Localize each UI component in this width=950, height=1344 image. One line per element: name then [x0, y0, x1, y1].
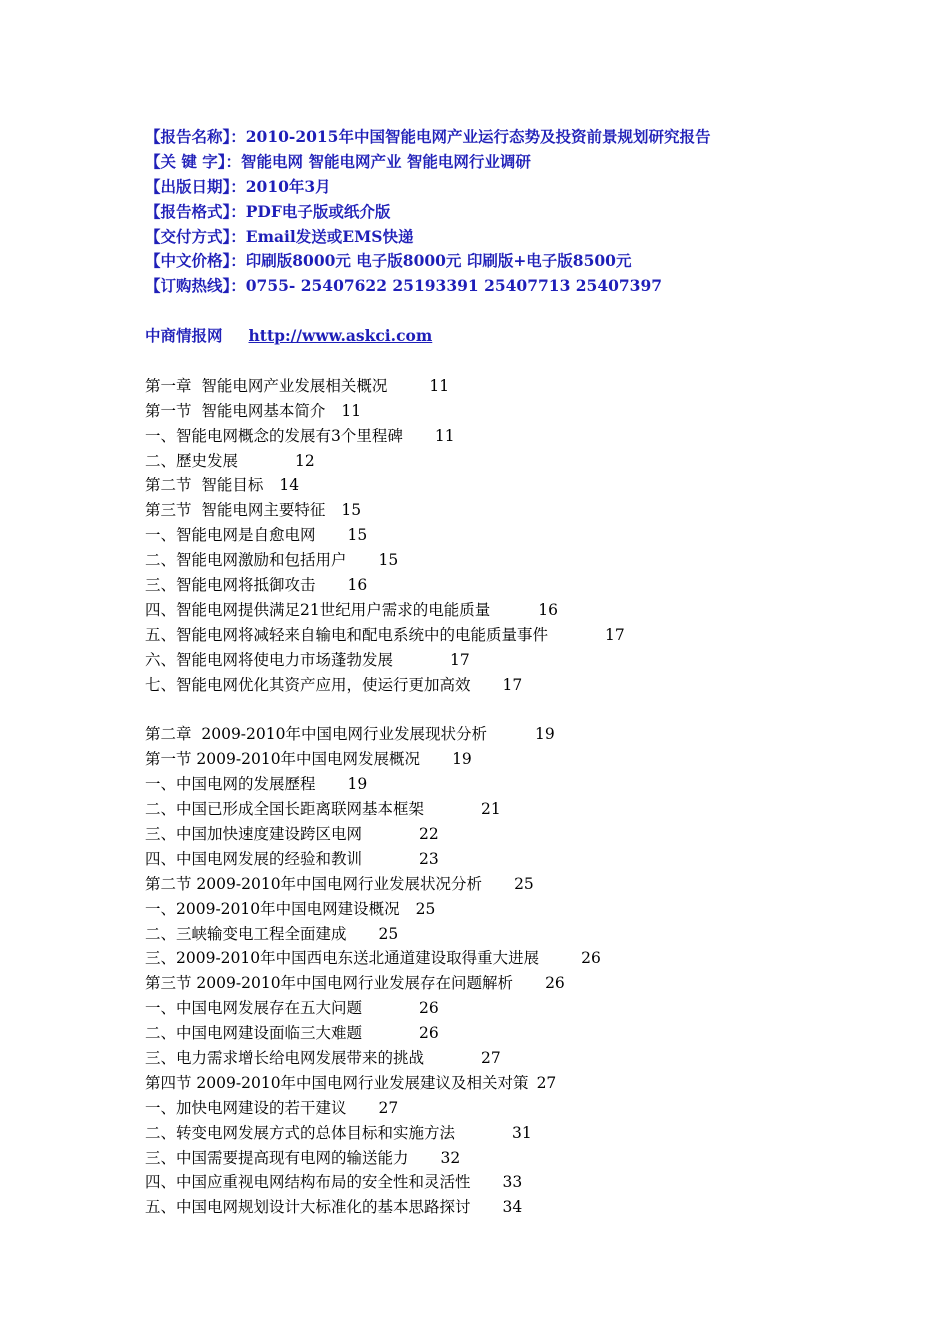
toc-page-number: 19	[452, 750, 472, 769]
toc-page-number: 25	[514, 874, 534, 893]
toc-title: 五、中国电网规划设计大标准化的基本思路探讨	[145, 1198, 471, 1217]
toc-page-number: 19	[347, 775, 368, 794]
site-link[interactable]: http://www.askci.com	[248, 326, 433, 346]
toc-page-number: 16	[538, 600, 558, 619]
toc-page-number: 15	[347, 526, 368, 545]
toc-title: 三、中国需要提高现有电网的输送能力	[145, 1148, 409, 1167]
toc-page-number: 15	[378, 551, 399, 570]
price-info: 【中文价格】：印刷版8000元 电子版8000元 印刷版+电子版8500元	[145, 251, 632, 271]
toc-title: 一、智能电网是自愈电网	[145, 526, 316, 545]
toc-title: 三、电力需求增长给电网发展带来的挑战	[145, 1048, 425, 1067]
toc-page-number: 12	[295, 451, 315, 470]
toc-page-number: 15	[341, 501, 362, 520]
toc-title: 三、2009-2010年中国西电东送北通道建设取得重大进展	[145, 949, 540, 968]
toc-entry	[145, 598, 905, 623]
report-keywords: 【关 键 字】：智能电网 智能电网产业 智能电网行业调研	[145, 151, 531, 171]
delivery-method: 【交付方式】：Email发送或EMS快递	[145, 226, 414, 246]
publish-date: 【出版日期】：2010年3月	[145, 176, 331, 196]
toc-title: 第二节 2009-2010年中国电网行业发展状况分析	[145, 874, 483, 893]
document-page	[145, 125, 905, 1220]
toc-title: 第一节 智能电网基本简介	[145, 401, 326, 420]
toc-title: 第一章 智能电网产业发展相关概况	[145, 376, 388, 395]
toc-page-number: 27	[378, 1098, 399, 1117]
toc-page-number: 19	[535, 725, 555, 744]
toc-entry	[145, 573, 905, 598]
toc-page-number: 32	[440, 1148, 461, 1167]
toc-title: 四、中国应重视电网结构布局的安全性和灵活性	[145, 1173, 471, 1192]
report-format: 【报告格式】：PDF电子版或纸介版	[145, 201, 391, 221]
toc-entry	[145, 822, 905, 847]
toc-entry	[145, 424, 905, 449]
toc-title: 二、三峡输变电工程全面建成	[145, 924, 347, 943]
toc-title: 一、加快电网建设的若干建议	[145, 1098, 347, 1117]
toc-entry	[145, 1121, 905, 1146]
toc-chapter-2	[145, 722, 905, 1220]
toc-entry	[145, 449, 905, 474]
toc-title: 二、歷史发展	[145, 451, 239, 470]
toc-title: 三、中国加快速度建设跨区电网	[145, 824, 363, 843]
toc-page-number: 34	[502, 1198, 523, 1217]
toc-title: 五、智能电网将减轻来自输电和配电系统中的电能质量事件	[145, 625, 549, 644]
report-info-block	[145, 125, 905, 299]
toc-title: 三、智能电网将抵御攻击	[145, 576, 316, 595]
toc-entry	[145, 473, 905, 498]
toc-entry	[145, 399, 905, 424]
toc-title: 四、智能电网提供满足21世纪用户需求的电能质量	[145, 600, 491, 619]
toc-title: 第二章 2009-2010年中国电网行业发展现状分析	[145, 725, 487, 744]
toc-entry	[145, 548, 905, 573]
toc-page-number: 26	[419, 999, 439, 1018]
toc-title: 第二节 智能目标	[145, 476, 264, 495]
toc-title: 二、智能电网激励和包括用户	[145, 551, 347, 570]
toc-entry	[145, 971, 905, 996]
toc-entry	[145, 673, 905, 698]
toc-title: 四、中国电网发展的经验和教训	[145, 849, 363, 868]
toc-title: 二、中国已形成全国长距离联网基本框架	[145, 800, 425, 819]
toc-page-number: 21	[481, 800, 501, 819]
toc-entry	[145, 797, 905, 822]
toc-page-number: 25	[378, 924, 399, 943]
toc-page-number: 17	[450, 650, 470, 669]
site-info	[145, 324, 905, 349]
toc-title: 第三节 2009-2010年中国电网行业发展存在问题解析	[145, 974, 514, 993]
toc-page-number: 17	[502, 675, 523, 694]
toc-page-number: 27	[536, 1073, 557, 1092]
toc-title: 二、中国电网建设面临三大难题	[145, 1024, 363, 1043]
toc-page-number: 27	[481, 1048, 501, 1067]
toc-entry	[145, 922, 905, 947]
toc-title: 一、中国电网的发展歷程	[145, 775, 316, 794]
toc-title: 第三节 智能电网主要特征	[145, 501, 326, 520]
toc-page-number: 14	[279, 476, 300, 495]
toc-page-number: 25	[415, 899, 436, 918]
toc-entry	[145, 1046, 905, 1071]
toc-entry	[145, 872, 905, 897]
toc-title: 七、智能电网优化其资产应用，使运行更加高效	[145, 675, 471, 694]
toc-page-number: 11	[429, 376, 450, 395]
toc-title: 第一节 2009-2010年中国电网发展概况	[145, 750, 421, 769]
toc-entry	[145, 1146, 905, 1171]
toc-entry	[145, 1170, 905, 1195]
toc-entry	[145, 374, 905, 399]
order-hotline: 【订购热线】：0755- 25407622 25193391 25407713 25407397	[145, 276, 663, 296]
toc-entry	[145, 1021, 905, 1046]
toc-entry	[145, 1096, 905, 1121]
toc-entry	[145, 1071, 905, 1096]
site-name: 中商情报网	[145, 326, 223, 346]
toc-title: 一、2009-2010年中国电网建设概况	[145, 899, 400, 918]
toc-page-number: 16	[347, 576, 368, 595]
toc-entry	[145, 847, 905, 872]
toc-title: 六、智能电网将使电力市场蓬勃发展	[145, 650, 394, 669]
toc-entry	[145, 648, 905, 673]
toc-chapter-1	[145, 374, 905, 698]
table-of-contents	[145, 374, 905, 1220]
toc-entry	[145, 747, 905, 772]
toc-title: 一、智能电网概念的发展有3个里程碑	[145, 426, 403, 445]
toc-entry	[145, 996, 905, 1021]
report-name: 【报告名称】：2010-2015年中国智能电网产业运行态势及投资前景规划研究报告	[145, 127, 711, 146]
toc-page-number: 17	[605, 625, 625, 644]
toc-page-number: 11	[434, 426, 455, 445]
toc-title: 第四节 2009-2010年中国电网行业发展建议及相关对策	[145, 1073, 529, 1092]
toc-entry	[145, 946, 905, 971]
toc-page-number: 26	[545, 974, 565, 993]
toc-page-number: 33	[502, 1173, 523, 1192]
toc-page-number: 26	[419, 1024, 439, 1043]
toc-entry	[145, 623, 905, 648]
toc-page-number: 22	[419, 824, 439, 843]
toc-page-number: 26	[581, 949, 601, 968]
toc-entry	[145, 498, 905, 523]
toc-title: 一、中国电网发展存在五大问题	[145, 999, 363, 1018]
toc-entry	[145, 1195, 905, 1220]
toc-entry	[145, 523, 905, 548]
toc-title: 二、转变电网发展方式的总体目标和实施方法	[145, 1123, 456, 1142]
toc-page-number: 23	[419, 849, 439, 868]
toc-entry	[145, 772, 905, 797]
toc-entry	[145, 722, 905, 747]
toc-entry	[145, 897, 905, 922]
toc-page-number: 31	[512, 1123, 532, 1142]
toc-page-number: 11	[341, 401, 362, 420]
